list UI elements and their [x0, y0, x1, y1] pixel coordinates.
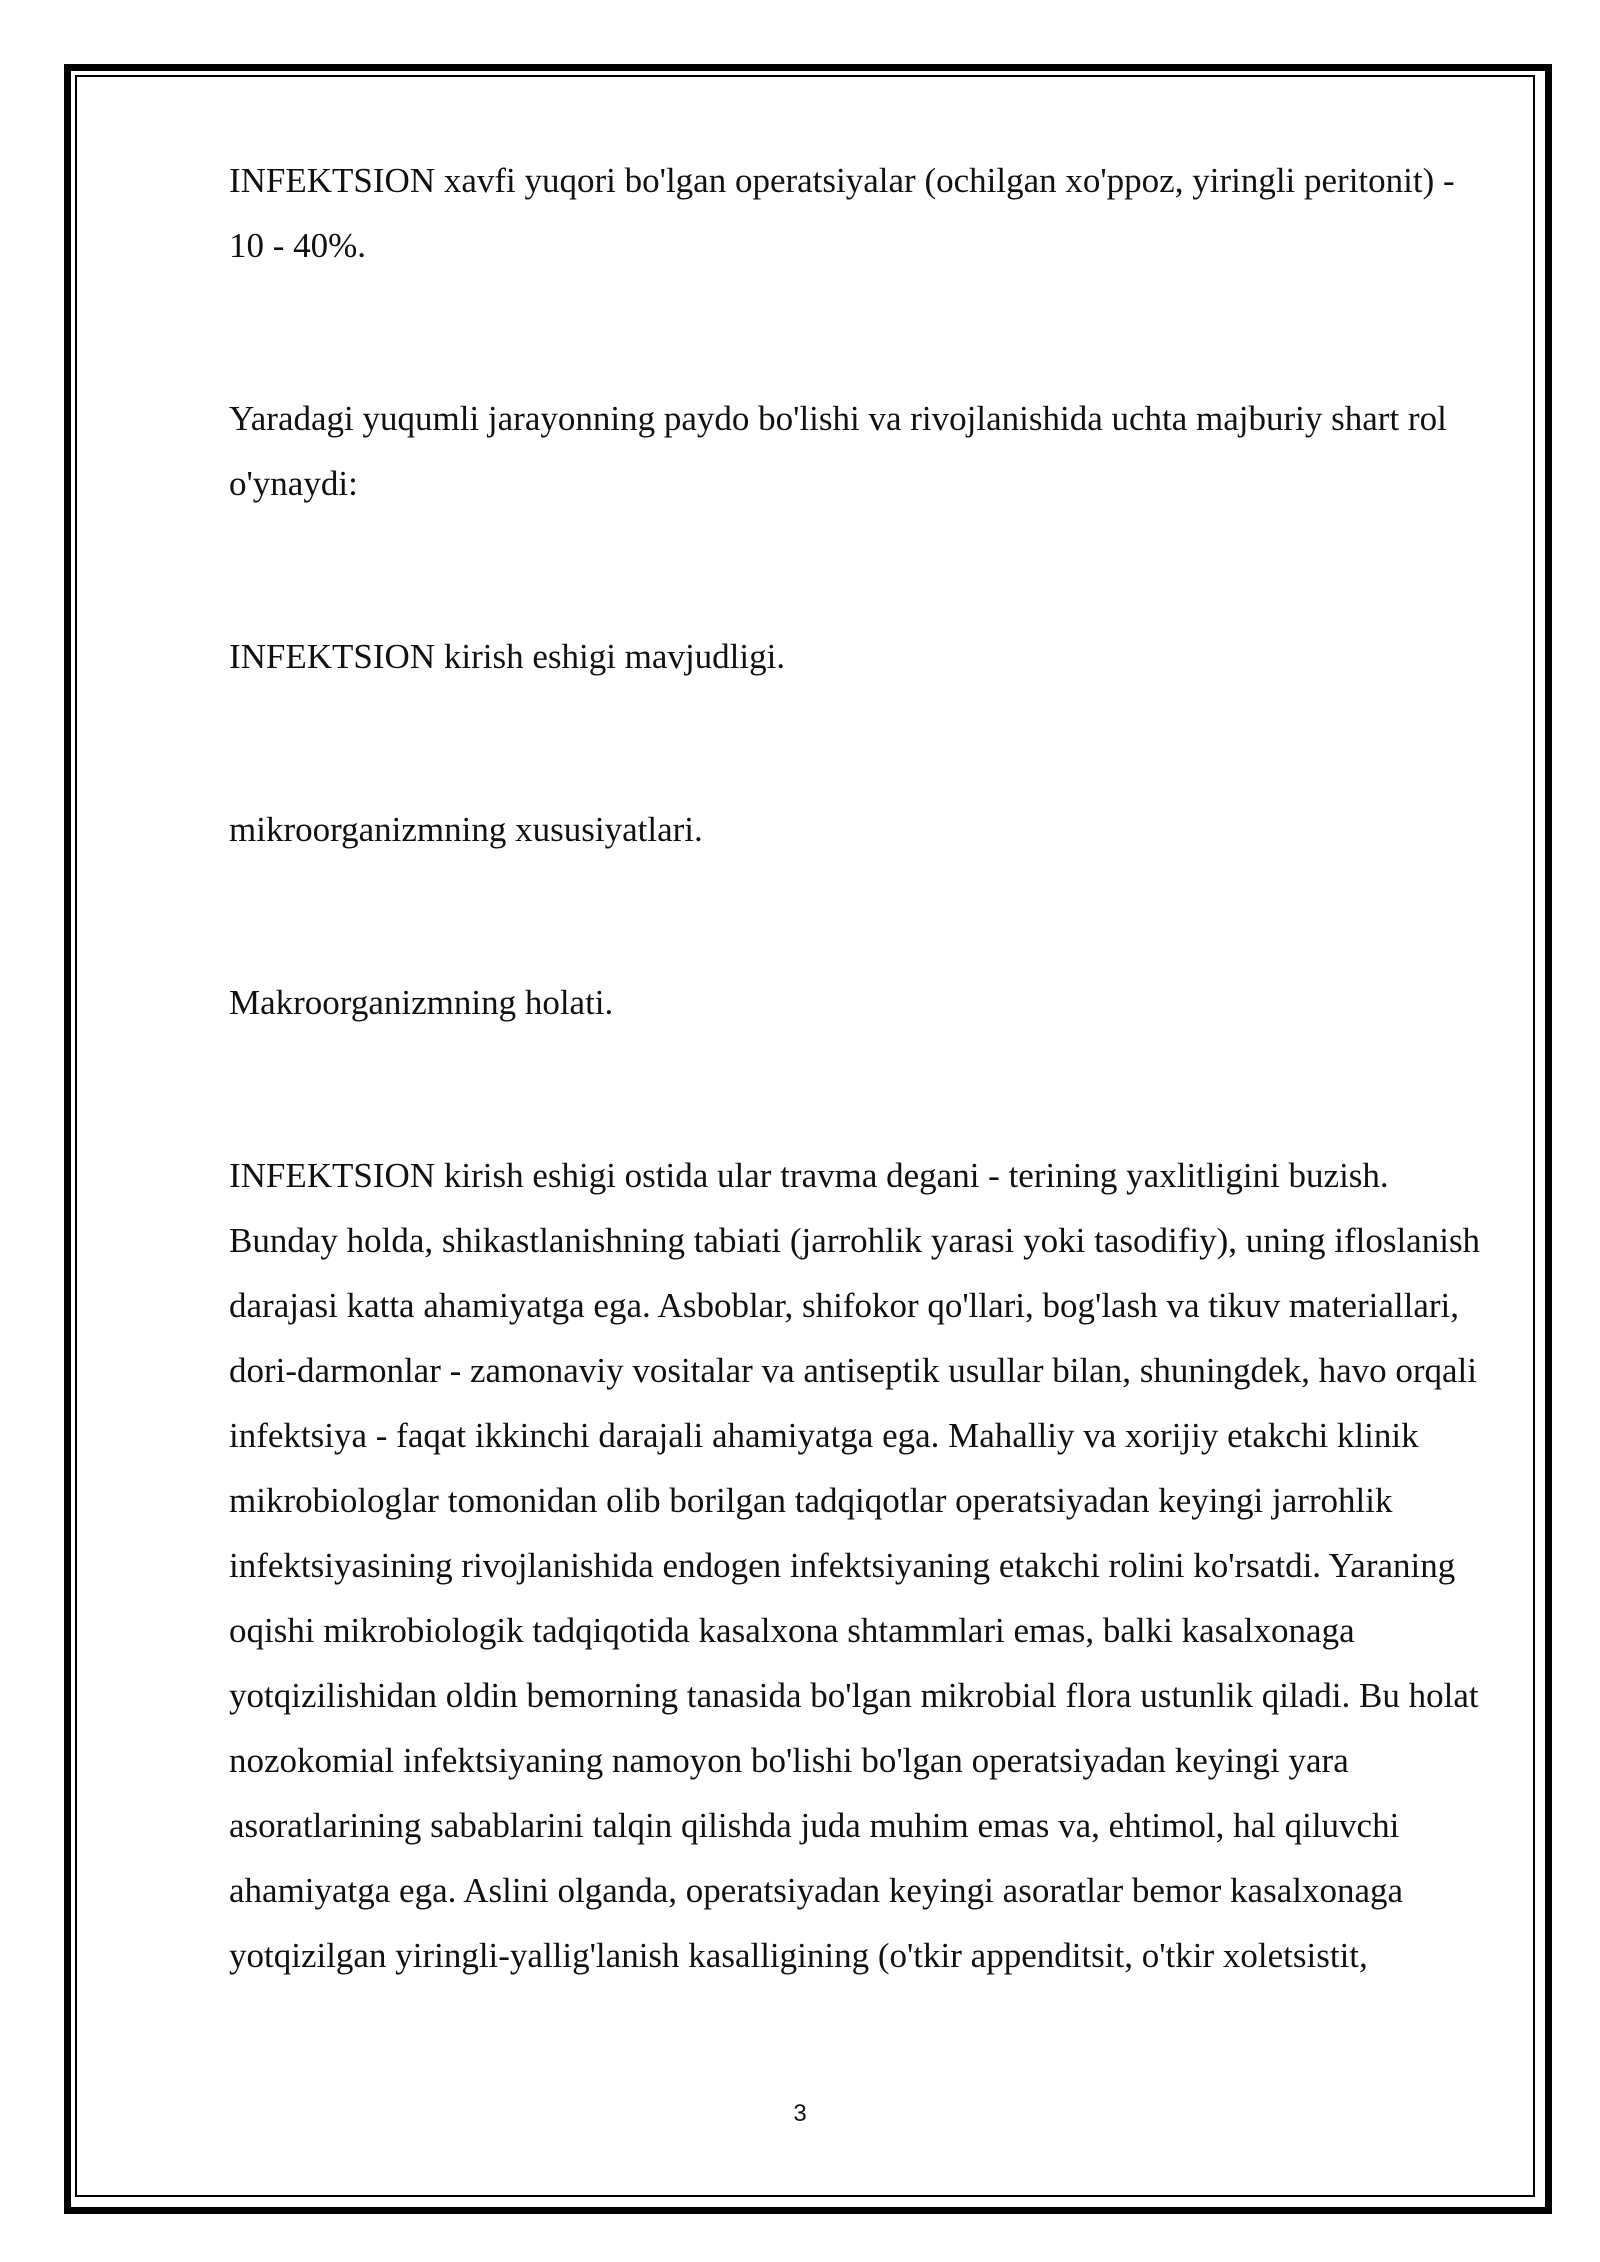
document-body — [229, 148, 1491, 1988]
paragraph-entry-gate: INFEKTSION kirish eshigi mavjudligi. — [229, 637, 786, 676]
paragraph-microorganism: mikroorganizmning xususiyatlari. — [229, 810, 703, 849]
paragraph-conditions-intro: Yaradagi yuqumli jarayonning paydo bo'lishi va rivojlanishida uchta majburiy shart rol o'ynaydi: — [229, 399, 1447, 503]
paragraph-main-text: INFEKTSION kirish eshigi ostida ular travma degani - terining yaxlitligini buzish. Bunday holda, shikastlanishning tabiati (jarrohlik yarasi yoki tasodifiy), uning ifloslanish darajasi katta ahamiyatga ega. Asboblar, shifokor qo'llari, bog'lash va tikuv materiallari, dori-darmonlar - zamonaviy vositalar va antiseptik usullar bilan, shuningdek, havo orqali infektsiya - faqat ikkinchi darajali ahamiyatga ega. Mahalliy va xorijiy etakchi klinik mikrobiologlar tomonidan olib borilgan tadqiqotlar operatsiyadan keyingi jarrohlik infektsiyasining rivojlanishida endogen infektsiyaning etakchi rolini ko'rsatdi. Yaraning oqishi mikrobiologik tadqiqotida kasalxona shtammlari emas, balki kasalxonaga yotqizilishidan oldin bemorning tanasida bo'lgan mikrobial flora ustunlik qiladi. Bu holat nozokomial infektsiyaning namoyon bo'lishi bo'lgan operatsiyadan keyingi yara asoratlarining sabablarini talqin qilishda juda muhim emas va, ehtimol, hal qiluvchi ahamiyatga ega. Aslini olganda, operatsiyadan keyingi asoratlar bemor kasalxonaga yotqizilgan yiringli-yallig'lanish kasalligining (o'tkir appenditsit, o'tkir xoletsistit, — [229, 1156, 1481, 1975]
paragraph-risk-operations: INFEKTSION xavfi yuqori bo'lgan operatsiyalar (ochilgan xo'ppoz, yiringli peritonit) - 10 - 40%. — [229, 161, 1455, 265]
page-number: 3 — [793, 2100, 807, 2127]
paragraph-macroorganism: Makroorganizmning holati. — [229, 983, 614, 1022]
